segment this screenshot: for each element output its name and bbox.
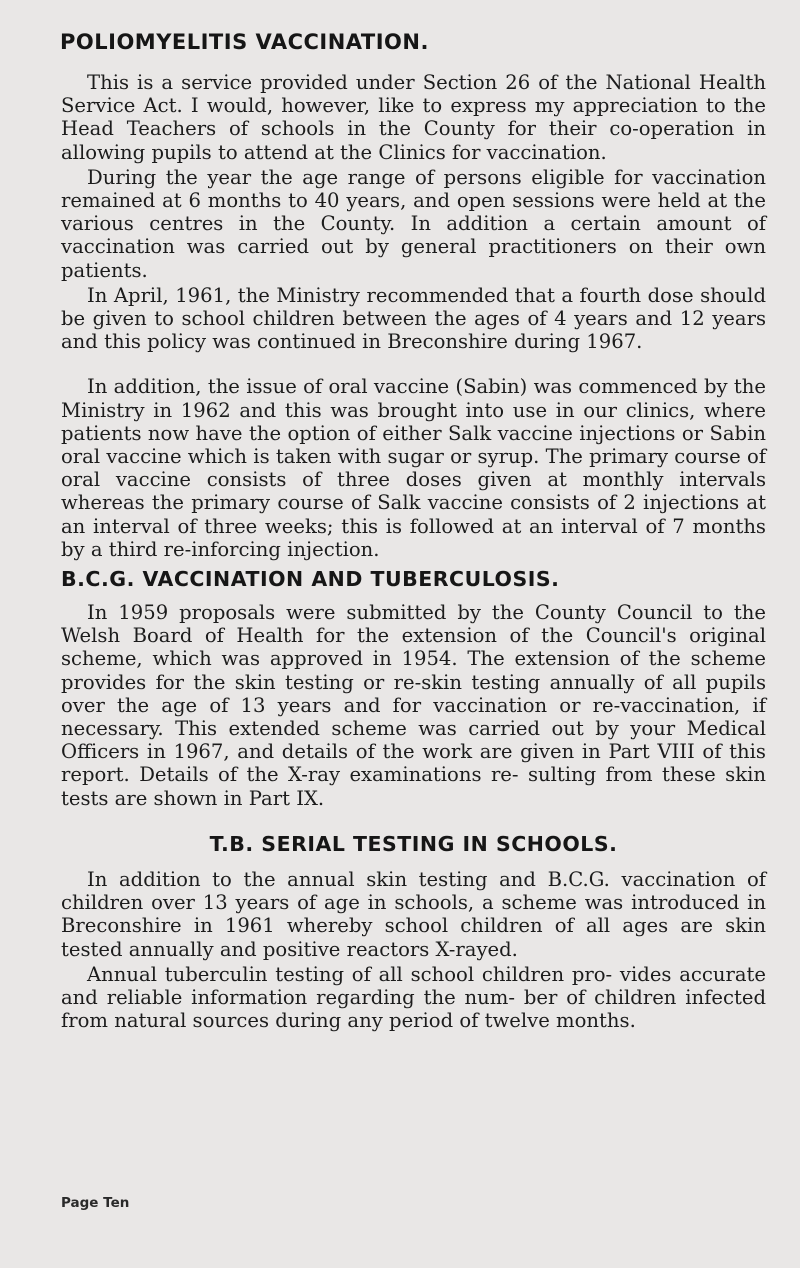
paragraph: In 1959 proposals were submitted by the County Council to the Welsh Board of Health for the extension of the Council's original scheme, which was approved in 1954. The extension of the scheme provides for the skin testing or re-skin testing annually of all pupils over the age of 13 years and for vaccination or re-vaccination, if necessary. This extended scheme was carried out by your Medical Officers in 1967, and details of the work are given in Part VIII of this report. Details of the X-ray examinations re- sulting from these skin tests are shown in Part IX. — [61, 601, 766, 810]
page-number: Page Ten — [61, 1195, 130, 1211]
paragraph: During the year the age range of persons eligible for vaccination remained at 6 months to 40 years, and open sessions were held at the various centres in the County. In addition a certain amount of vaccination was carried out by general practitioners on their own patients. — [61, 165, 766, 282]
paragraph: In April, 1961, the Ministry recommended that a fourth dose should be given to school children between the ages of 4 years and 12 years and this policy was continued in Breconshire during 1967. — [61, 283, 766, 354]
paragraph: In addition to the annual skin testing and B.C.G. vaccination of children over 13 years of age in schools, a scheme was introduced in Breconshire in 1961 whereby school children of all ages are skin tested annually and positive reactors X-rayed. — [61, 867, 766, 961]
heading-tb-serial-testing: T.B. SERIAL TESTING IN SCHOOLS. — [209, 831, 618, 856]
paragraph: This is a service provided under Section 26 of the National Health Service Act. I would, however, like to express my appreciation to the Head Teachers of schools in the County for their co-operation in allowing pupils to attend at the Clinics for vaccination. — [61, 71, 766, 164]
paragraph: Annual tuberculin testing of all school children pro- vides accurate and reliable information regarding the num- ber of children infected from natural sources during any period of twelve months. — [61, 962, 766, 1033]
heading-bcg-vaccination: B.C.G. VACCINATION AND TUBERCULOSIS. — [61, 567, 560, 592]
paragraph: In addition, the issue of oral vaccine (Sabin) was commenced by the Ministry in 1962 and this was brought into use in our clinics, where patients now have the option of either Salk vaccine injections or Sabin oral vaccine which is taken with sugar or syrup. The primary course of oral vaccine consists of three doses given at monthly intervals whereas the primary course of Salk vaccine consists of 2 injections at an interval of three weeks; this is followed at an interval of 7 months by a third re-inforcing injection. — [61, 375, 766, 561]
heading-poliomyelitis-vaccination: POLIOMYELITIS VACCINATION. — [60, 30, 429, 54]
